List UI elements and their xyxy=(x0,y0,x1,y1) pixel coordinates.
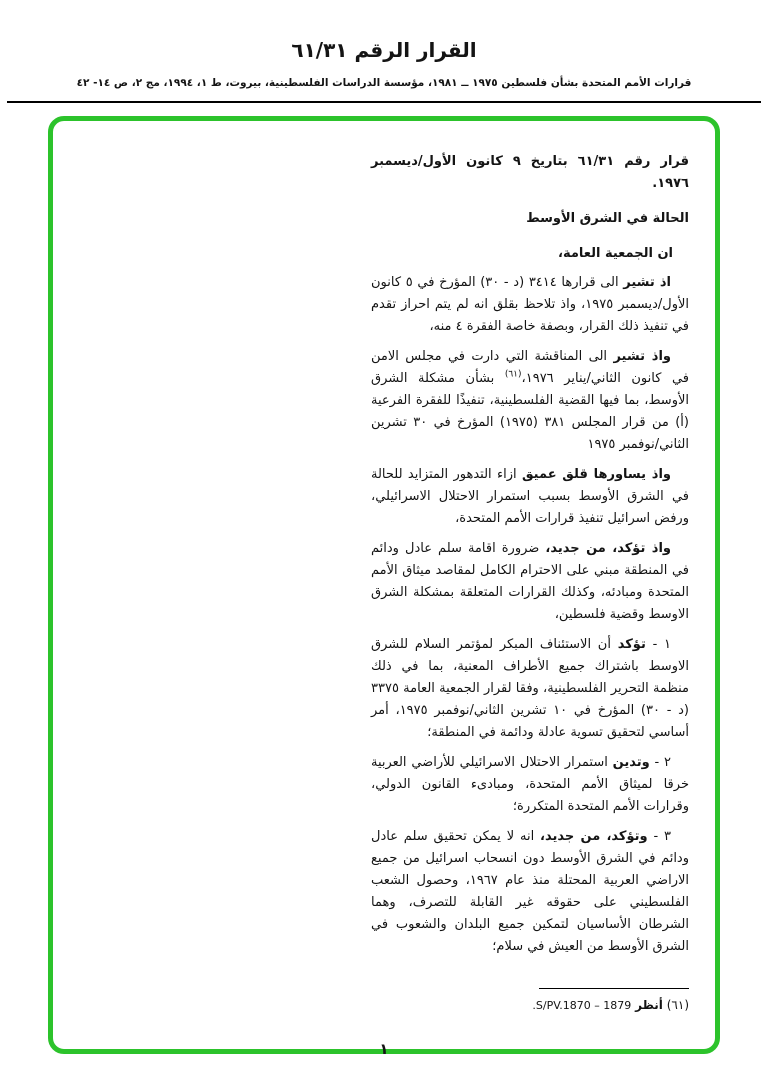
paragraph-lead: اذ تشير xyxy=(623,275,671,290)
paragraph-lead: تؤكد xyxy=(617,637,646,652)
resolution-paragraph xyxy=(371,346,689,456)
resolution-opening: ان الجمعية العامة، xyxy=(558,246,673,261)
paragraph-number: ٢ - xyxy=(649,755,671,770)
paragraph-text: أن الاستئناف المبكر لمؤتمر السلام للشرق الاوسط باشتراك جميع الأطراف المعنية، بما في ذلك منظمة التحرير الفلسطينية، وفقا لقرار الجمعية العامة ٣٣٧٥ (د - ٣٠) المؤرخ في ١٠ تشرين الثاني/نوفمبر ١٩٧٥، أمر أساسي لتحقيق تسوية عادلة ودائمة في المنطقة؛ xyxy=(371,637,690,740)
footnote-label: أنظر xyxy=(635,998,663,1012)
paragraph-text: انه لا يمكن تحقيق سلم عادل ودائم في الشرق الأوسط دون انسحاب اسرائيل من جميع الاراضي العربية المحتلة منذ عام ١٩٦٧، وحصول الشعب الفلسطيني على حقوقه غير القابلة للتصرف، وهما الشرطان الأساسيان لتمكين جميع البلدان والشعوب في الشرق الأوسط من العيش في سلام؛ xyxy=(371,829,690,954)
resolution-paragraph xyxy=(371,538,689,626)
paragraph-lead: واذ يساورها قلق عميق xyxy=(521,467,671,482)
header-divider xyxy=(7,101,761,103)
paragraph-text: ازاء التدهور المتزايد للحالة في الشرق الأوسط بسبب استمرار الاحتلال الاسرائيلي، ورفض اسرائيل تنفيذ قرارات الأمم المتحدة، xyxy=(371,467,689,526)
document-title: القرار الرقم ٦١/٣١ xyxy=(291,38,477,62)
paragraph-lead: واذ تؤكد، من جديد، xyxy=(545,541,671,556)
page-number: ١ xyxy=(379,1040,389,1058)
highlight-border-box xyxy=(48,116,720,1054)
footnote-reference: S/PV.1870 – 1879. xyxy=(532,999,632,1012)
resolution-heading: قرار رقم ٦١/٣١ بتاريخ ٩ كانون الأول/ديسمبر ١٩٧٦. xyxy=(371,154,690,191)
masthead xyxy=(0,38,768,89)
paragraph-text: الى قرارها ٣٤١٤ (د - ٣٠) المؤرخ في ٥ كانون الأول/ديسمبر ١٩٧٥، واذ تلاحظ بقلق انه لم يتم احراز تقدم في تنفيذ ذلك القرار، وبصفة خاصة الفقرة ٤ منه، xyxy=(371,275,689,334)
paragraph-text-cont: بشأن مشكلة الشرق الأوسط، بما فيها القضية الفلسطينية، تنفيذًا للفقرة الفرعية (أ) من قرار المجلس ٣٨١ (١٩٧٥) المؤرخ في ٣٠ تشرين الثاني/نوفمبر ١٩٧٥ xyxy=(371,371,689,452)
paragraph-lead: وتدين xyxy=(612,755,650,770)
paragraph-text: الى المناقشة التي دارت في مجلس الامن في كانون الثاني/يناير ١٩٧٦، xyxy=(371,349,689,386)
resolution-paragraph xyxy=(371,464,689,530)
paragraph-lead: وتؤكد، من جديد، xyxy=(540,829,648,844)
footnote-marker: (٦١) xyxy=(666,998,689,1012)
paragraph-text: ضرورة اقامة سلم عادل ودائم في المنطقة مبني على الاحترام الكامل لمقاصد ميثاق الأمم المتحدة ومبادئه، وكذلك القرارات المتعلقة بمشكلة الشرق الاوسط وقضية فلسطين، xyxy=(371,541,689,622)
resolution-paragraph xyxy=(371,272,689,338)
resolution-paragraph xyxy=(371,634,689,744)
citation-line: قرارات الأمم المتحدة بشأن فلسطين ١٩٧٥ ــ ١٩٨١، مؤسسة الدراسات الفلسطينية، بيروت، ط ١، ١٩٩٤، مج ٢، ص ١٤- ٤٢ xyxy=(76,77,692,89)
footnote-divider xyxy=(539,988,689,989)
footnote-ref: (٦١) xyxy=(504,369,522,380)
footnote xyxy=(371,996,689,1015)
resolution-text-block xyxy=(371,151,689,1015)
paragraph-number: ١ - xyxy=(645,637,671,652)
paragraph-number: ٣ - xyxy=(647,829,671,844)
resolution-paragraph xyxy=(371,826,689,958)
paragraph-text: استمرار الاحتلال الاسرائيلي للأراضي العربية خرقا لميثاق الأمم المتحدة، ومبادىء القانون الدولي، وقرارات الأمم المتحدة المتكررة؛ xyxy=(371,755,689,814)
paragraph-lead: واذ تشير xyxy=(613,349,671,364)
resolution-paragraph xyxy=(371,752,689,818)
resolution-subject: الحالة في الشرق الأوسط xyxy=(526,211,689,226)
